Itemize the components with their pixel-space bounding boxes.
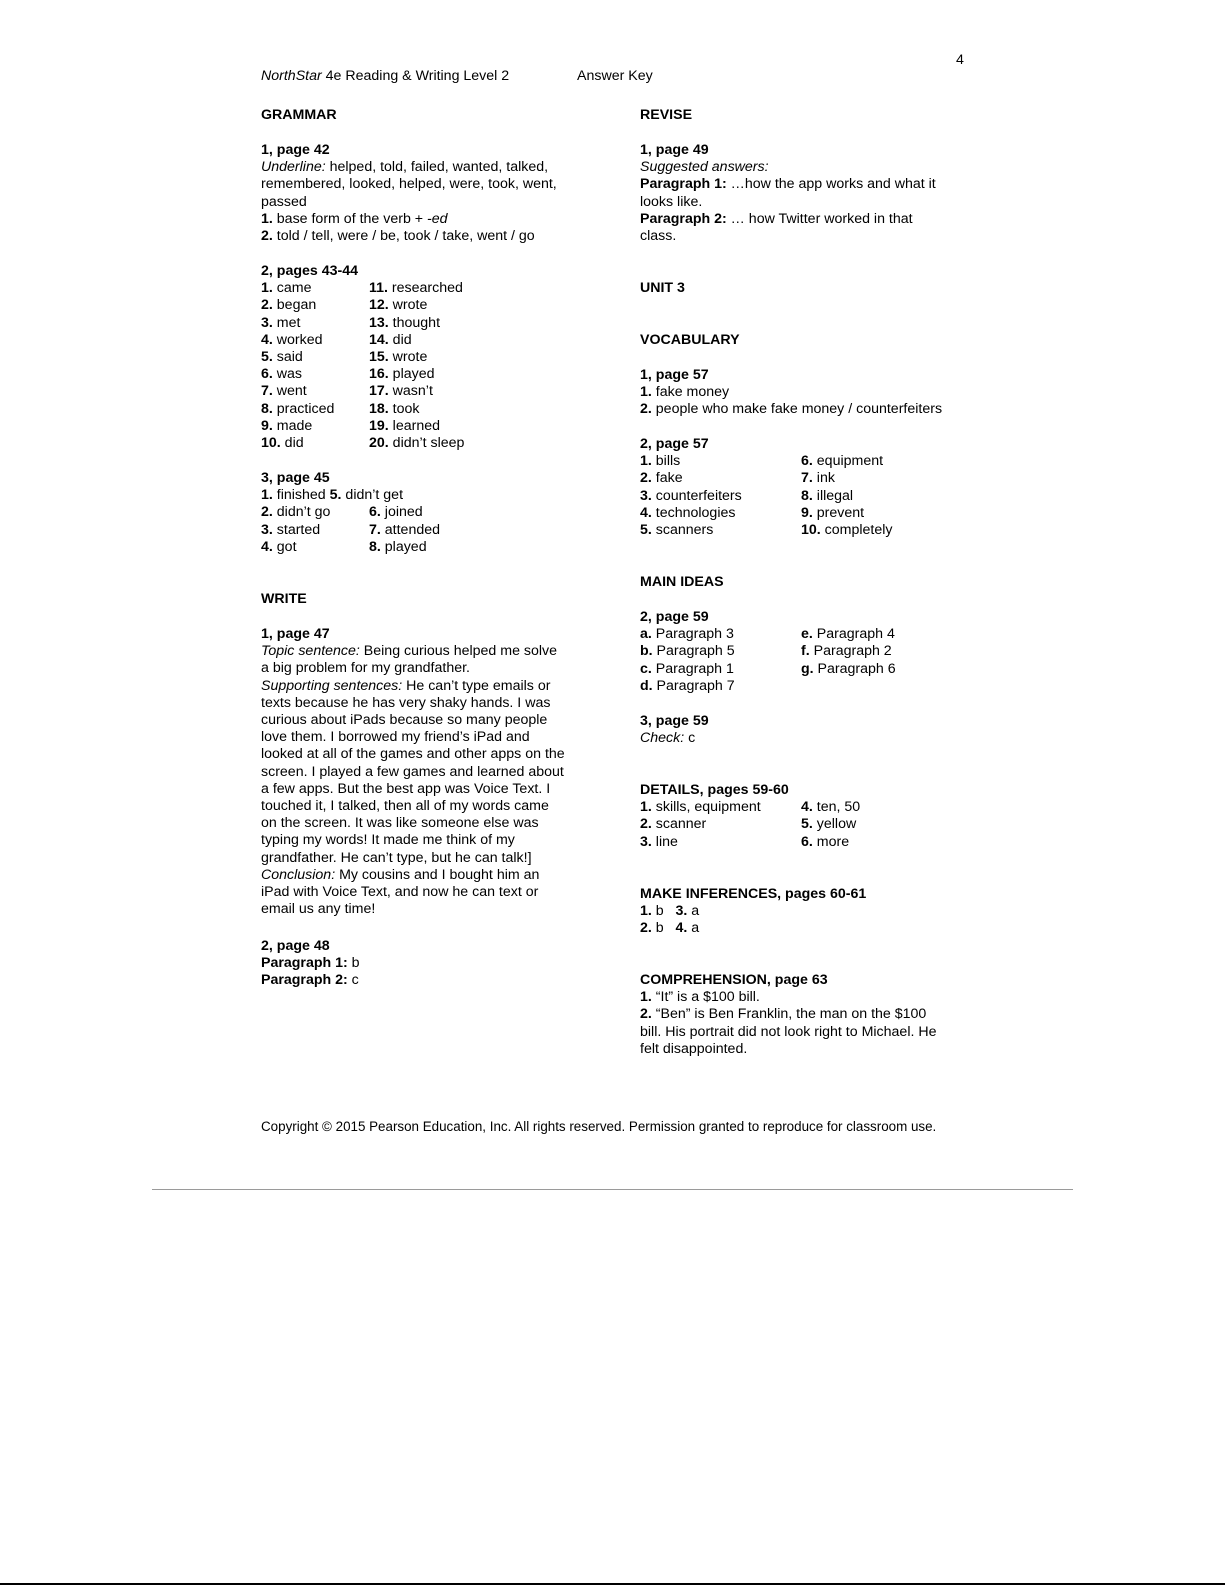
answer-text: looked at all of the games and other apps on the (261, 746, 565, 763)
answer-text: yellow (812, 816, 857, 833)
answer-text: felt disappointed. (640, 1040, 748, 1057)
grammar-exercise-2 (261, 263, 465, 452)
item-number: 5. (329, 487, 342, 504)
answer-row (261, 331, 412, 349)
answer-text: began (272, 297, 317, 314)
answer-text: passed (261, 193, 307, 210)
answer-text: didn’t get (341, 487, 404, 504)
item-number: 3. (675, 903, 688, 920)
answer-text: screen. I played a few games and learned about (261, 763, 564, 780)
instruction-label: Check: (640, 730, 685, 747)
answer-text: took (388, 400, 420, 417)
answer-text: learned (388, 417, 441, 434)
answer-row (640, 521, 893, 539)
answer-text: skills, equipment (651, 799, 761, 816)
grammar-heading (261, 107, 337, 124)
answer-cell (261, 383, 307, 399)
answer-row (640, 833, 850, 851)
item-number: 2. (640, 470, 652, 487)
answer-row (261, 434, 465, 452)
item-number: 3. (261, 521, 273, 538)
item-number: a. (640, 626, 652, 643)
main-ideas-exercise-2 (640, 609, 896, 695)
answer-text: bill. His portrait did not look right to Michael. He (640, 1023, 937, 1040)
exercise-title: 1, page 42 (261, 142, 330, 158)
answer-cell (801, 453, 883, 470)
answer-row (261, 280, 463, 297)
exercise-title: 1, page 47 (261, 626, 330, 642)
answer-cell (261, 539, 297, 555)
answer-text: played (388, 366, 435, 383)
answer-cell (801, 488, 853, 505)
answer-cell (640, 626, 734, 642)
answer-text: typing my words! It made me think of my (261, 832, 515, 849)
answer-cell (369, 418, 440, 435)
answer-text: Being curious helped me solve (359, 643, 558, 660)
answer-text: fake money (651, 384, 730, 401)
answer-text: Paragraph 3 (651, 626, 734, 643)
item-number: 13. (369, 314, 389, 331)
answer-text: Paragraph 1 (651, 660, 734, 677)
answer-text: came (272, 280, 312, 297)
answer-cell (801, 661, 896, 678)
copyright-notice: Copyright © 2015 Pearson Education, Inc. All rights reserved. Permission granted to reproduce for classroom use. (261, 1119, 937, 1134)
answer-text: made (272, 417, 313, 434)
item-number: 5. (801, 816, 813, 833)
answer-text: curious about iPads because so many people (261, 712, 548, 729)
answer-row (640, 678, 735, 695)
answer-text: “Ben” is Ben Franklin, the man on the $100 (651, 1006, 927, 1023)
answer-text: started (272, 521, 321, 538)
item-number: 10. (261, 434, 281, 451)
answer-cell (369, 522, 440, 539)
exercise-title: 2, pages 43-44 (261, 263, 359, 279)
exercise-title: 3, page 59 (640, 713, 709, 729)
answer-text: practiced (272, 400, 335, 417)
answer-text: did (280, 434, 304, 451)
answer-text: base form of the verb + (272, 210, 428, 227)
item-number: 4. (801, 799, 813, 816)
answer-grid (640, 799, 861, 851)
answer-row (261, 504, 423, 521)
item-number: 2. (640, 1006, 652, 1023)
footer-divider (152, 1189, 1073, 1190)
answer-cell (640, 799, 761, 815)
revise-exercise-1 (640, 142, 936, 245)
answer-cell (369, 332, 412, 349)
answer-cell (261, 401, 334, 417)
answer-text: He can’t type emails or (402, 677, 551, 694)
item-number: 15. (369, 348, 389, 365)
exercise-title: 3, page 45 (261, 470, 330, 486)
answer-row (640, 903, 866, 920)
answer-text: equipment (812, 453, 884, 470)
answer-cell (640, 470, 683, 486)
item-number: 8. (369, 538, 381, 555)
instruction-label: Underline: (261, 159, 326, 176)
answer-text: b (651, 903, 676, 920)
answer-cell (261, 435, 304, 451)
item-number: 4. (675, 920, 688, 937)
answer-cell (369, 297, 427, 314)
answer-cell (369, 315, 440, 332)
section-heading: GRAMMAR (261, 107, 337, 123)
answer-text: looks like. (640, 193, 703, 210)
answer-text: wasn’t (388, 383, 433, 400)
answer-cell (801, 834, 849, 851)
answer-text: wrote (388, 348, 428, 365)
answer-row (261, 400, 420, 418)
answer-text: remembered, looked, helped, were, took, went, (261, 176, 557, 193)
answer-text: c (347, 972, 359, 989)
answer-cell (801, 626, 895, 643)
header-title-italic: NorthStar (261, 68, 322, 84)
item-number: 1. (261, 210, 273, 227)
page-number: 4 (956, 52, 964, 68)
answer-cell (640, 661, 734, 677)
answer-cell (369, 435, 464, 452)
vocabulary-exercise-2 (640, 436, 893, 539)
item-number: 8. (801, 487, 813, 504)
answer-cell (261, 332, 323, 348)
answer-text: texts because he has very shaky hands. I was (261, 694, 551, 711)
item-number: 2. (261, 228, 273, 245)
answer-cell (640, 505, 735, 521)
answer-row (261, 348, 428, 366)
answer-text: attended (380, 521, 441, 538)
answer-row (640, 799, 861, 816)
instruction-label: Supporting sentences: (261, 677, 403, 694)
answer-text: love them. I borrowed my friend’s iPad and (261, 729, 530, 746)
answer-text: … how Twitter worked in that (726, 210, 913, 227)
answer-text: Paragraph 7 (652, 677, 735, 694)
grammar-exercise-1 (261, 142, 557, 245)
answer-text: Paragraph 4 (812, 626, 895, 643)
item-number: 4. (261, 538, 273, 555)
item-number: 2. (640, 816, 652, 833)
exercise-title: 1, page 49 (640, 142, 709, 158)
answer-cell (369, 349, 427, 366)
item-number: 1. (640, 903, 652, 920)
write-exercise-2 (261, 938, 360, 990)
answer-cell (369, 280, 463, 297)
section-heading: WRITE (261, 591, 307, 607)
answer-cell (261, 280, 311, 296)
item-number: 20. (369, 434, 389, 451)
answer-cell (369, 383, 433, 400)
item-number: 3. (261, 314, 273, 331)
item-number: f. (801, 643, 810, 660)
item-number: 2. (261, 504, 273, 521)
answer-cell (261, 522, 320, 538)
item-number: 9. (801, 504, 813, 521)
answer-row (640, 626, 895, 643)
answer-text: illegal (812, 487, 854, 504)
item-number: 6. (261, 366, 273, 383)
answer-cell (801, 816, 856, 833)
item-number: 1. (261, 487, 273, 504)
answer-row (261, 383, 433, 400)
item-number: 12. (369, 297, 389, 314)
answer-text: a few apps. But the best app was Voice Text. I (261, 780, 551, 797)
answer-row (261, 538, 427, 556)
answer-cell (261, 504, 330, 520)
answer-cell (801, 470, 835, 487)
answer-text: scanner (651, 816, 707, 833)
item-number: 5. (261, 348, 273, 365)
answer-text: was (272, 366, 303, 383)
answer-text: …how the app works and what it (726, 176, 936, 193)
vocabulary-heading (640, 332, 740, 349)
answer-text: b (347, 955, 360, 972)
running-header-title (261, 68, 509, 85)
item-number: 8. (261, 400, 273, 417)
answer-text: iPad with Voice Text, and now he can text or (261, 884, 539, 901)
item-number: 9. (261, 417, 273, 434)
answer-text: grandfather. He can’t type, but he can talk!] (261, 849, 532, 866)
answer-text: met (272, 314, 301, 331)
answer-text: scanners (651, 521, 714, 538)
instruction-label: Topic sentence: (261, 643, 360, 660)
answer-row (640, 504, 865, 522)
answer-cell (801, 799, 860, 816)
details-exercise (640, 782, 861, 851)
answer-row (640, 487, 854, 505)
answer-emphasis: -ed (427, 210, 448, 227)
answer-text: said (272, 348, 303, 365)
item-number: 14. (369, 331, 389, 348)
answer-row (640, 816, 857, 833)
answer-text: ten, 50 (812, 799, 861, 816)
answer-text: went (272, 383, 307, 400)
answer-text: bills (651, 453, 681, 470)
answer-label: Paragraph 1: (261, 955, 348, 972)
answer-cell (801, 522, 893, 539)
answer-cell (640, 834, 678, 850)
answer-text: a big problem for my grandfather. (261, 660, 470, 677)
item-number: 6. (801, 453, 813, 470)
answer-label: Paragraph 2: (261, 972, 348, 989)
answer-text: completely (820, 521, 893, 538)
answer-text: prevent (812, 504, 865, 521)
item-number: 7. (801, 470, 813, 487)
answer-text: technologies (651, 504, 736, 521)
item-number: 1. (640, 799, 652, 816)
answer-text: a (687, 903, 700, 920)
answer-text: worked (272, 331, 323, 348)
answer-cell (369, 366, 434, 383)
answer-cell (640, 488, 742, 504)
item-number: 10. (801, 521, 821, 538)
item-number: 5. (640, 521, 652, 538)
item-number: 7. (369, 521, 381, 538)
section-heading: UNIT 3 (640, 280, 685, 296)
item-number: 2. (261, 297, 273, 314)
running-header-label: Answer Key (577, 68, 653, 84)
answer-cell (801, 643, 892, 660)
item-number: 1. (640, 453, 652, 470)
item-number: 1. (640, 384, 652, 401)
item-number: e. (801, 626, 813, 643)
answer-cell (640, 643, 735, 659)
answer-cell (261, 418, 312, 434)
answer-text: class. (640, 228, 677, 245)
answer-text: My cousins and I bought him an (335, 866, 540, 883)
section-heading: VOCABULARY (640, 332, 740, 348)
write-heading (261, 591, 307, 608)
answer-cell (640, 678, 735, 694)
item-number: 11. (369, 280, 388, 297)
item-number: 6. (801, 833, 813, 850)
answer-cell (640, 816, 706, 832)
answer-text: on the screen. It was like someone else was (261, 815, 539, 832)
item-number: 2. (640, 920, 652, 937)
answer-row (261, 297, 428, 314)
answer-row (261, 417, 441, 435)
answer-cell (801, 505, 864, 522)
answer-label: Paragraph 2: (640, 210, 727, 227)
main-ideas-heading (640, 574, 724, 591)
answer-row (640, 470, 835, 487)
item-number: 3. (640, 833, 652, 850)
exercise-title: 2, page 59 (640, 609, 709, 625)
revise-heading (640, 107, 692, 124)
unit-heading (640, 280, 685, 297)
answer-row (261, 521, 441, 539)
item-number: 6. (369, 504, 381, 521)
item-number: 4. (640, 504, 652, 521)
answer-text: counterfeiters (651, 487, 742, 504)
answer-row (261, 366, 435, 383)
item-number: 2. (640, 401, 652, 418)
answer-grid (640, 453, 893, 539)
answer-cell (369, 504, 423, 521)
item-number: 1. (640, 989, 652, 1006)
answer-text: fake (651, 470, 683, 487)
answer-text: Paragraph 6 (813, 660, 896, 677)
item-number: g. (801, 660, 814, 677)
answer-text: helped, told, failed, wanted, talked, (325, 159, 549, 176)
answer-text: thought (388, 314, 441, 331)
answer-text: wrote (388, 297, 428, 314)
exercise-title: DETAILS, pages 59-60 (640, 782, 789, 798)
item-number: 7. (261, 383, 273, 400)
answer-text: Paragraph 2 (809, 643, 892, 660)
item-number: c. (640, 660, 652, 677)
answer-text: a (687, 920, 700, 937)
item-number: 3. (640, 487, 652, 504)
answer-cell (261, 315, 300, 331)
answer-text: email us any time! (261, 901, 376, 918)
answer-row (640, 660, 896, 678)
section-heading: REVISE (640, 107, 693, 123)
exercise-title: 2, page 57 (640, 436, 709, 452)
item-number: d. (640, 677, 653, 694)
grammar-exercise-3 (261, 470, 441, 556)
instruction-label: Suggested answers: (640, 159, 769, 176)
answer-cell (369, 401, 420, 418)
section-heading: MAIN IDEAS (640, 574, 724, 590)
item-number: 18. (369, 400, 389, 417)
answer-cell (261, 366, 302, 382)
vocabulary-exercise-1 (640, 367, 942, 419)
answer-text: didn’t sleep (388, 434, 465, 451)
header-title-rest: 4e Reading & Writing Level 2 (321, 68, 510, 84)
answer-text: did (388, 331, 412, 348)
item-number: 19. (369, 417, 389, 434)
exercise-title: COMPREHENSION, page 63 (640, 972, 828, 988)
item-number: b. (640, 643, 653, 660)
answer-text: Paragraph 5 (652, 643, 735, 660)
answer-grid (261, 280, 465, 452)
supporting-sentences (261, 695, 565, 867)
answer-cell (640, 522, 713, 538)
item-number: 16. (369, 366, 389, 383)
answer-text: touched it, I talked, then all of my words came (261, 798, 549, 815)
answer-grid (640, 903, 866, 937)
answer-row (261, 314, 441, 332)
answer-cell (261, 349, 303, 365)
answer-text: “It” is a $100 bill. (651, 989, 760, 1006)
answer-text: finished (272, 487, 330, 504)
answer-text: didn’t go (272, 504, 331, 521)
answer-grid (261, 504, 441, 556)
answer-text: told / tell, were / be, took / take, went / go (272, 228, 535, 245)
answer-grid (640, 626, 896, 695)
answer-text: researched (387, 280, 463, 297)
answer-cell (261, 297, 316, 313)
exercise-title: MAKE INFERENCES, pages 60-61 (640, 886, 867, 902)
answer-row (640, 453, 884, 470)
answer-text: got (272, 538, 297, 555)
exercise-title: 1, page 57 (640, 367, 709, 383)
inferences-exercise (640, 886, 866, 938)
answer-text: more (812, 833, 850, 850)
main-ideas-exercise-3 (640, 713, 709, 747)
comprehension-exercise (640, 972, 937, 1058)
instruction-label: Conclusion: (261, 866, 336, 883)
answer-text: played (380, 538, 427, 555)
item-number: 17. (369, 383, 389, 400)
write-exercise-1 (261, 626, 565, 918)
answer-text: ink (812, 470, 835, 487)
answer-cell (640, 453, 680, 469)
answer-text: line (651, 833, 678, 850)
item-number: 4. (261, 331, 273, 348)
answer-row (640, 643, 892, 660)
answer-text: c (684, 730, 696, 747)
exercise-title: 2, page 48 (261, 938, 330, 954)
answer-text: b (651, 920, 676, 937)
answer-text: people who make fake money / counterfeiters (651, 401, 943, 418)
answer-text: joined (380, 504, 423, 521)
item-number: 1. (261, 280, 273, 297)
answer-row (640, 920, 866, 937)
answer-cell (369, 539, 427, 556)
answer-label: Paragraph 1: (640, 176, 727, 193)
